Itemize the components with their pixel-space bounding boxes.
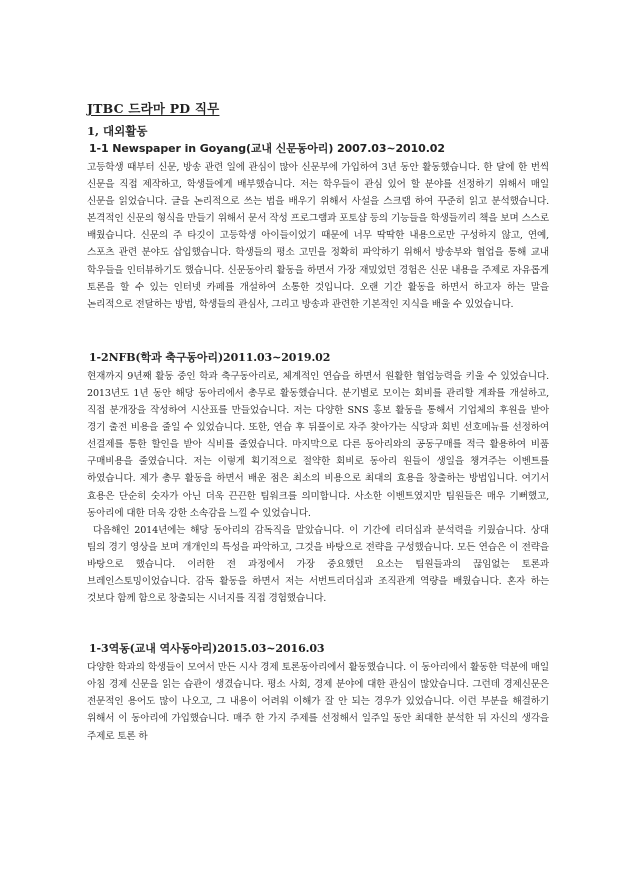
activity-paragraph: 현재까지 9년째 활동 중인 학과 축구동아리로, 체계적인 연습을 하면서 원활한 협업능력을 키울 수 있었습니다. 2013년도 1년 동안 해당 동아리에서 총무로 활동했습니다. 분기별로 모이는 회비를 관리할 계좌를 개설하고, 직접 분개장을 작성하여 시산표를 만들었습니다. 저는 다양한 SNS 홍보 활동을 통해서 기업체의 후원을 받아 경기 출전 비용을 줄일 수 있었습니다. 또한, 연습 후 뒤풀이로 자주 찾아가는 식당과 회빈 선호메뉴를 선정하여 선결제를 통한 할인을 받아 식비를 줄였습니다. 마지막으로 다른 동아리와의 공동구매를 적극 활용하여 비품 구매비용을 줄였습니다. 저는 이렇게 획기적으로 절약한 회비로 동아리 원들이 생일을 챙겨주는 이벤트를 하였습니다. 제가 총무 활동을 하면서 배운 점은 최소의 비용으로 최대의 효용을 창출하는 방법입니다. 여기서 효용은 단순히 숫자가 아닌 더욱 끈끈한 팀워크를 의미합니다. 사소한 이벤트였지만 팀원들은 매우 기뻐했고, 동아리에 대한 더욱 강한 소속감을 느낄 수 있었습니다. [87, 370, 549, 519]
activity-paragraph: 다양한 학과의 학생들이 모여서 만든 시사 경제 토론동아리에서 활동했습니다. 이 동아리에서 활동한 덕분에 매일 아침 경제 신문을 읽는 습관이 생겼습니다. 평소 사회, 경제 분야에 대한 관심이 많았습니다. 그런데 경제신문은 전문적인 용어도 많이 나오고, 그 내용이 어려워 이해가 잘 안 되는 경우가 있었습니다. 이런 부분을 해결하기 위해서 이 동아리에 가입했습니다. 매주 한 가지 주제를 선정해서 일주일 동안 최대한 분석한 뒤 자신의 생각을 주제로 토론 하 [87, 662, 549, 742]
section-heading-external-activities: 1, 대외활동 [87, 124, 148, 138]
activity-paragraph: 다음해인 2014년에는 해당 동아리의 감독직을 맡았습니다. 이 기간에 리더십과 분석력을 키웠습니다. 상대 팀의 경기 영상을 보며 개개인의 특성을 파악하고, 그것을 바탕으로 전략을 구성했습니다. 모든 연습은 이 전략을 바탕으로 했습니다. 이러한 전 과정에서 가장 중요했던 요소는 팀원들과의 끊임없는 토론과 브레인스토밍이었습니다. 감독 활동을 하면서 저는 서번트리더십과 조직관계 역량을 배웠습니다. 혼자 하는 것보다 함께 함으로 창출되는 시너지를 직접 경험했습니다. [87, 524, 549, 605]
activity-heading: 1-2NFB(학과 축구동아리)2011.03~2019.02 [89, 350, 331, 364]
activity-football-club [87, 350, 549, 607]
document-title: JTBC 드라마 PD 직무 [87, 101, 220, 116]
activity-heading: 1-1 Newspaper in Goyang(교내 신문동아리) 2007.03~2010.02 [89, 142, 445, 155]
activity-history-club [87, 641, 549, 744]
document-body [87, 101, 549, 745]
activity-paragraph: 고등학생 때부터 신문, 방송 관련 일에 관심이 많아 신문부에 가입하여 3년 동안 활동했습니다. 한 달에 한 번씩 신문을 직접 제작하고, 학생들에게 배부했습니다. 저는 학우들이 관심 있어 할 분야를 선정하기 위해서 매일 신문을 읽었습니다. 글을 논리적으로 쓰는 법을 배우기 위해서 사설을 스크랩 하여 꾸준히 읽고 분석했습니다. 본격적인 신문의 형식을 만들기 위해서 문서 작성 프로그램과 포토샵 등의 기능들을 학생들끼리 책을 보며 스스로 배웠습니다. 신문의 주 타깃이 고등학생 아이들이었기 때문에 너무 딱딱한 내용으로만 구성하지 않고, 연예, 스포츠 관련 분야도 삽입했습니다. 학생들의 평소 고민을 정확히 파악하기 위해서 방송부와 협업을 통해 교내 학우들을 인터뷰하기도 했습니다. 신문동아리 활동을 하면서 가장 재밌었던 경험은 신문 내용을 주제로 자유롭게 토론을 할 수 있는 인터넷 카페를 개설하여 소통한 것입니다. 오랜 기간 활동을 하면서 하고자 하는 말을 논리적으로 전달하는 방법, 학생들의 관심사, 그리고 방송과 관련한 기본적인 지식을 배울 수 있었습니다. [87, 162, 549, 310]
activity-heading: 1-3역동(교내 역사동아리)2015.03~2016.03 [89, 642, 325, 656]
activity-newspaper [87, 141, 549, 313]
